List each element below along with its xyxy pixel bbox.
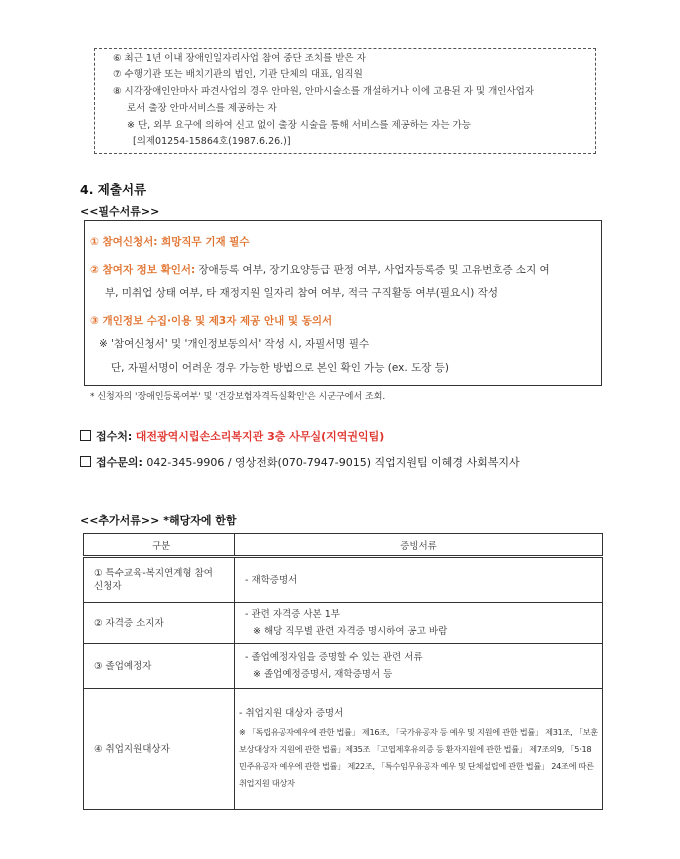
submit-value: 대전광역시립손소리복지관 3층 사무실(지역권익팀) — [135, 430, 385, 443]
row-category: ② 자격증 소지자 — [84, 603, 235, 644]
exclusion-item-7: ⑦ 수행기관 또는 배치기관의 법인, 기관 단체의 대표, 임직원 — [113, 69, 363, 80]
table-row — [84, 689, 603, 810]
required-note-2: 단, 자필서명이 어려운 경우 가능한 방법으로 본인 확인 가능 (ex. 도장 등) — [111, 362, 449, 374]
table-row — [84, 603, 603, 644]
submit-location — [80, 428, 384, 444]
required-note-1: ※ '참여신청서' 및 '개인정보동의서' 작성 시, 자필서명 필수 — [99, 338, 370, 350]
table-header-row — [84, 534, 603, 557]
row-category: ③ 졸업예정자 — [84, 644, 235, 689]
section-heading: 4. 제출서류 — [80, 182, 147, 197]
required-item-2-title: ② 참여자 정보 확인서: — [90, 264, 196, 276]
inquiry-label: 접수문의: — [96, 456, 143, 469]
eligibility-exclusion-box — [94, 48, 596, 154]
exclusion-note: ※ 단, 외부 요구에 의하여 신고 없이 출장 시술을 통해 서비스를 제공하는 자는 가능 — [127, 120, 471, 131]
checkbox-icon — [80, 430, 91, 441]
inquiry-contact — [80, 454, 520, 470]
required-item-2 — [90, 263, 550, 277]
row-category: ④ 취업지원대상자 — [84, 689, 235, 810]
inquiry-value: 042-345-9906 / 영상전화(070-7947-9015) 직업지원팀 이혜경 사회복지사 — [146, 456, 520, 469]
required-item-2-text: 장애등록 여부, 장기요양등급 판정 여부, 사업자등록증 및 고유번호증 소지 여 — [195, 264, 550, 276]
required-docs-box — [84, 220, 602, 386]
row-category: ① 특수교육-복지연계형 참여 신청자 — [84, 557, 235, 603]
row-documents: - 취업지원 대상자 증명서 ※ 「독립유공자예우에 관한 법률」 제16조, 「국가유공자 등 예우 및 지원에 관한 법률」 제31조, 「보훈보상대상자 지원에 관한 법률」제35조 「고엽제후유의증 등 환자지원에 관한 법률」 제7조의9, 「5·18민주유공자 예우에 관한 법률」 제22조, 「특수임무유공자 예우 및 단체설립에 관한 법률」 24조에 따른 취업지원 대상자 — [235, 689, 603, 810]
table-row — [84, 644, 603, 689]
column-header-documents: 증빙서류 — [235, 534, 603, 557]
required-item-2-cont: 부, 미취업 상태 여부, 타 재정지원 일자리 참여 여부, 적극 구직활동 여부(필요시) 작성 — [105, 287, 498, 299]
row-documents: - 재학증명서 — [235, 557, 603, 603]
additional-docs-table — [83, 533, 603, 810]
table-row — [84, 557, 603, 603]
additional-docs-heading: <<추가서류>> *해당자에 한함 — [80, 514, 237, 527]
required-docs-label: <<필수서류>> — [80, 205, 160, 218]
required-item-3: ③ 개인정보 수집·이용 및 제3자 제공 안내 및 동의서 — [90, 315, 333, 327]
required-item-1: ① 참여신청서: 희망직무 기재 필수 — [90, 236, 250, 248]
checkbox-icon — [80, 456, 91, 467]
footnote: * 신청자의 '장애인등록여부' 및 '건강보험자격득실확인'은 시군구에서 조회. — [90, 392, 386, 402]
row-documents: - 관련 자격증 사본 1부 ※ 해당 직무별 관련 자격증 명시하여 공고 바람 — [235, 603, 603, 644]
exclusion-item-8-cont: 로서 출장 안마서비스를 제공하는 자 — [127, 103, 277, 114]
column-header-category: 구분 — [84, 534, 235, 557]
exclusion-reference: [의제01254-15864호(1987.6.26.)] — [133, 136, 291, 147]
exclusion-item-6: ⑥ 최근 1년 이내 장애인일자리사업 참여 중단 조치를 받은 자 — [113, 53, 366, 64]
row-documents: - 졸업예정자임을 증명할 수 있는 관련 서류 ※ 졸업예정증명서, 재학증명서 등 — [235, 644, 603, 689]
exclusion-item-8: ⑧ 시각장애인안마사 파견사업의 경우 안마원, 안마시술소를 개설하거나 이에 고용된 자 및 개인사업자 — [113, 86, 535, 97]
submit-label: 접수처: — [96, 430, 133, 443]
